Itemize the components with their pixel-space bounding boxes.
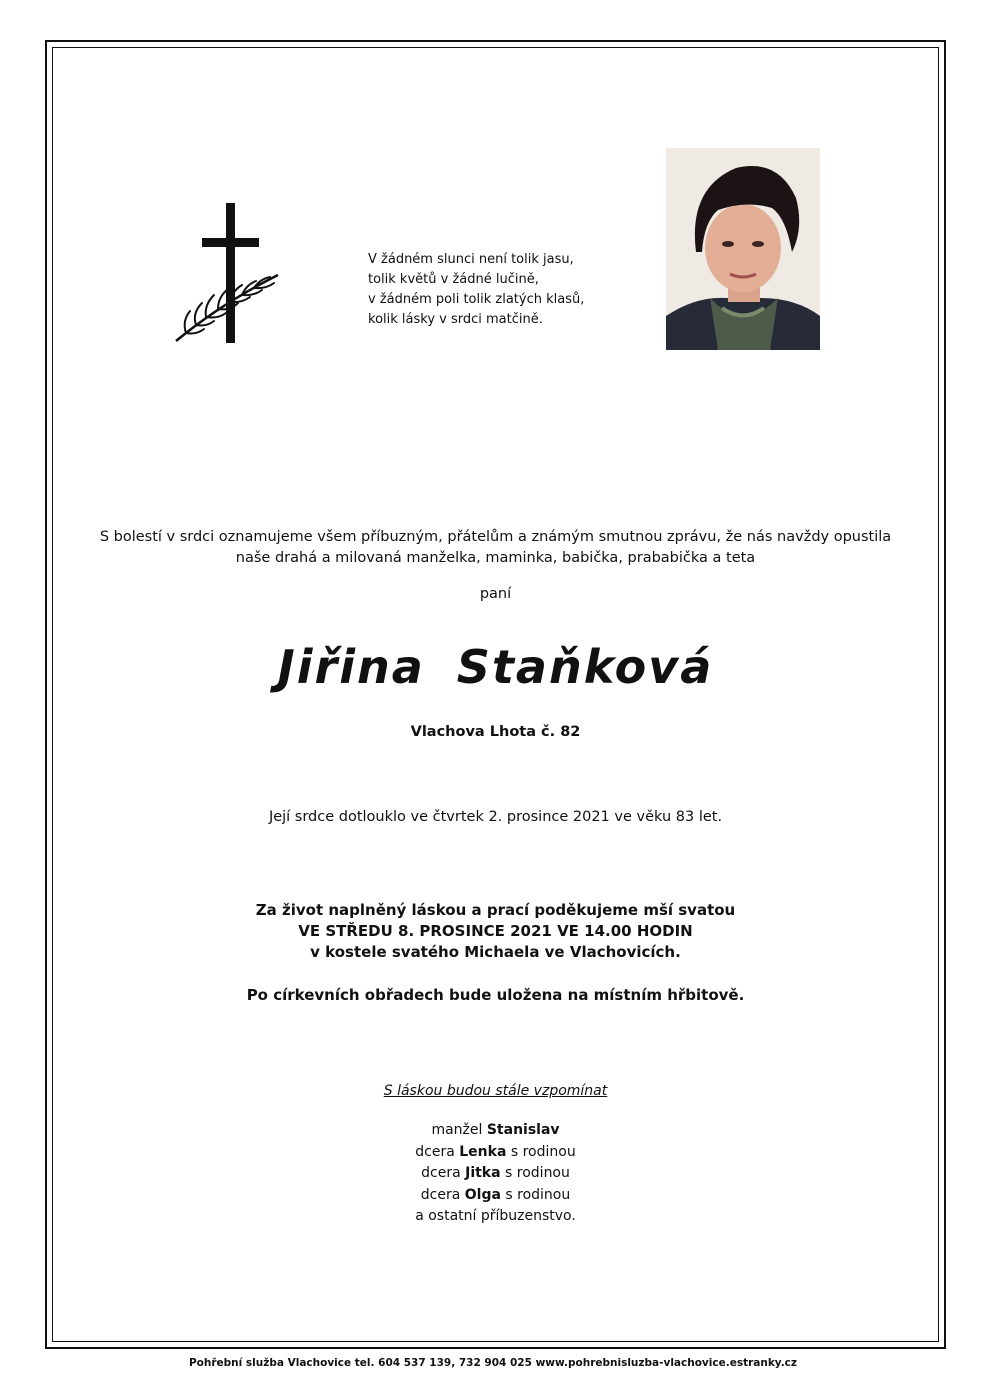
death-notice: Její srdce dotlouklo ve čtvrtek 2. prosince 2021 ve věku 83 let. bbox=[268, 809, 723, 825]
mourner-name: Olga bbox=[464, 1186, 501, 1203]
funeral-line: VE STŘEDU 8. PROSINCE 2021 VE 14.00 HODIN bbox=[298, 922, 693, 940]
memorial-verse bbox=[368, 250, 628, 330]
funeral-details bbox=[52, 900, 939, 963]
verse-line: kolik lásky v srdci matčině. bbox=[368, 312, 543, 327]
mourner-relation: dcera bbox=[415, 1143, 460, 1160]
mourner-line bbox=[52, 1206, 939, 1228]
funeral-line: Za život naplněný láskou a prací poděkujeme mší svatou bbox=[255, 901, 736, 919]
verse-line: v žádném poli tolik zlatých klasů, bbox=[368, 292, 585, 307]
address: Vlachova Lhota č. 82 bbox=[410, 724, 581, 740]
mourner-name: Lenka bbox=[459, 1143, 507, 1160]
funeral-service-footer: Pohřební služba Vlachovice tel. 604 537 139, 732 904 025 www.pohrebnisluzba-vlachovice.estranky.cz bbox=[188, 1357, 798, 1369]
memory-heading: S láskou budou stále vzpomínat bbox=[383, 1083, 608, 1099]
mourner-line bbox=[52, 1185, 939, 1207]
deceased-name: Jiřina Staňková bbox=[277, 640, 714, 694]
mourner-name: Jitka bbox=[465, 1165, 501, 1181]
cross-with-palm-icon bbox=[172, 203, 284, 345]
mourner-relation: a ostatní příbuzenstvo. bbox=[415, 1208, 576, 1224]
mourner-line bbox=[52, 1120, 939, 1142]
mourner-suffix: s rodinou bbox=[500, 1165, 570, 1181]
mourner-suffix: s rodinou bbox=[506, 1143, 576, 1160]
mourner-suffix: s rodinou bbox=[500, 1186, 571, 1203]
portrait-photo bbox=[666, 148, 820, 350]
mourner-line bbox=[52, 1163, 939, 1185]
funeral-line: v kostele svatého Michaela ve Vlachovicích. bbox=[310, 943, 681, 961]
mourner-relation: dcera bbox=[421, 1165, 466, 1181]
verse-line: tolik květů v žádné lučině, bbox=[368, 272, 539, 287]
verse-line: V žádném slunci není tolik jasu, bbox=[368, 252, 574, 267]
mourner-name: Stanislav bbox=[486, 1122, 560, 1138]
burial-notice: Po církevních obřadech bude uložena na místním hřbitově. bbox=[246, 986, 745, 1004]
mourners-list bbox=[52, 1120, 939, 1228]
announcement-line: S bolestí v srdci oznamujeme všem příbuzným, přátelům a známým smutnou zprávu, že nás navždy opustila bbox=[99, 529, 892, 545]
title-word: paní bbox=[479, 586, 512, 602]
mourner-relation: dcera bbox=[420, 1186, 465, 1203]
mourner-line bbox=[52, 1142, 939, 1164]
mourner-relation: manžel bbox=[431, 1122, 487, 1138]
announcement bbox=[52, 527, 939, 569]
announcement-line: naše drahá a milovaná manželka, maminka, babička, prababička a teta bbox=[235, 550, 756, 566]
